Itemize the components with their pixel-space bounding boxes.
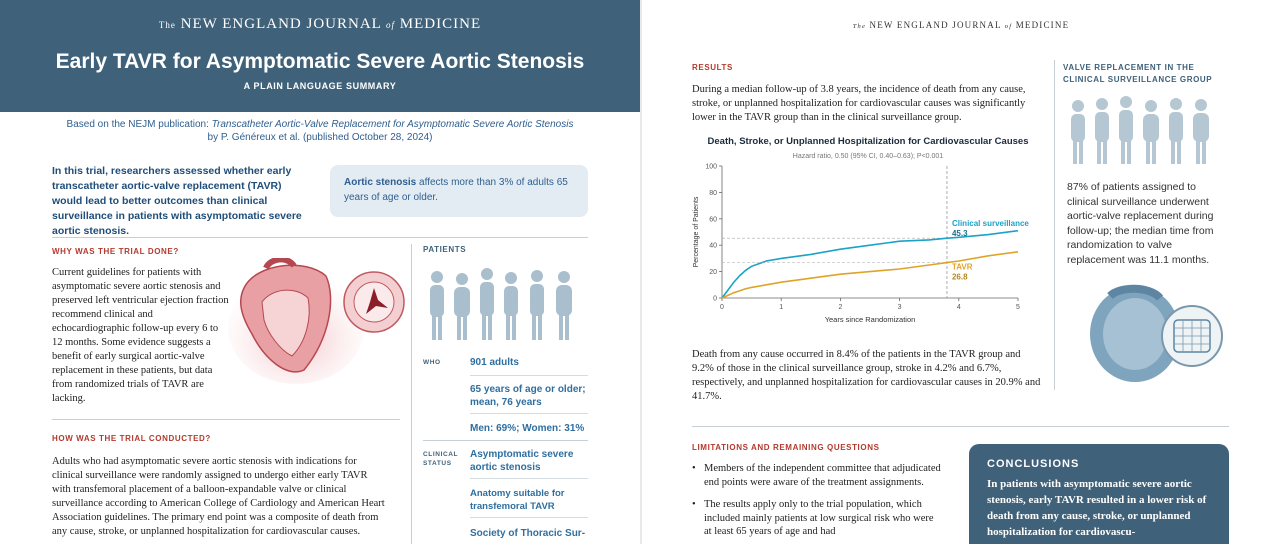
column-divider — [1054, 60, 1055, 390]
surveillance-figures — [1066, 96, 1226, 166]
divider — [470, 413, 588, 414]
masthead-medicine: MEDICINE — [399, 16, 482, 32]
y-tick-label: 40 — [709, 242, 717, 250]
conclusions-box — [969, 444, 1229, 544]
masthead-of: of — [386, 20, 396, 30]
list-item: • The results apply only to the trial population, which included mainly patients at low surgical risk who were at least 65 years of age and had — [692, 498, 942, 539]
divider — [423, 440, 588, 441]
conclusions-text: In patients with asymptomatic severe aortic stenosis, early TAVR resulted in a lower risk of death from any cause, stroke, or unplanned hospitalization for cardiovascu- — [987, 478, 1207, 538]
series-value-label: 45.3 — [951, 229, 968, 239]
column-divider — [411, 244, 412, 544]
page-subtitle: A PLAIN LANGUAGE SUMMARY — [243, 81, 397, 91]
valve-replacement-text: 87% of patients assigned to clinical surveillance underwent aortic-valve replacement during follow-up; the median time from randomization to valve replacement was 11.1 months. — [1067, 181, 1214, 266]
who-count: 901 adults — [470, 357, 519, 368]
why-heading: WHY WAS THE TRIAL DONE? — [52, 247, 179, 256]
divider — [52, 419, 400, 420]
intro-summary: In this trial, researchers assessed whether early transcatheter aortic-valve replacement (TAVR) would lead to better outcomes than clinical surveillance in patients with asymptomatic severe aortic stenosis. — [52, 165, 302, 237]
who-age: 65 years of age or older; mean, 76 years — [470, 384, 586, 408]
page-title: Early TAVR for Asymptomatic Severe Aortic Stenosis — [55, 50, 585, 73]
left-header-banner — [0, 0, 640, 112]
clinical-sts: Society of Thoracic Sur- — [470, 528, 586, 539]
divider — [692, 426, 1229, 427]
reference-prefix: Based on the NEJM publication: — [66, 119, 212, 130]
why-body: Current guidelines for patients with asymptomatic severe aortic stenosis and preserved left ventricular ejection fraction recommend clinical and echocardiographic follow-up every 6 to 12 months. Some evidence suggests a benefit of early surgical aortic-valve replacement in these patients, but data from randomized trials of TAVR are lacking. — [52, 267, 229, 404]
series-name-label: Clinical surveillance — [951, 219, 1029, 229]
x-tick-label: 2 — [838, 304, 843, 311]
journal-masthead — [0, 16, 640, 33]
x-tick-label: 0 — [720, 304, 724, 311]
masthead-medicine: MEDICINE — [1015, 20, 1070, 30]
clinical-label: CLINICAL STATUS — [423, 451, 459, 467]
x-tick-label: 5 — [1016, 304, 1020, 311]
results-body: During a median follow-up of 3.8 years, the incidence of death from any cause, stroke, or unplanned hospitalization for cardiovascular causes was significantly lower in the TAVR group than in the clinical surveillance group. — [692, 84, 1026, 123]
patients-figures — [423, 268, 593, 344]
heart-illustration — [226, 258, 406, 388]
survival-chart — [686, 160, 1042, 330]
who-sex: Men: 69%; Women: 31% — [470, 423, 585, 434]
x-axis-label: Years since Randomization — [824, 315, 916, 324]
series-line-tavr — [722, 252, 1018, 298]
how-body: Adults who had asymptomatic severe aortic stenosis with indications for clinical surveillance were randomly assigned to undergo either early TAVR with transfemoral placement of a balloon-expandable valve or clinical surveillance according to American College of Cardiology and American Heart Association guidelines. The primary end point was a composite of death from any cause, stroke, or unplanned hospitalization for cardiovascular causes. — [52, 456, 385, 537]
list-item: • Members of the independent committee that adjudicated end points were aware of the treatment assignments. — [692, 462, 942, 489]
valve-illustration — [1080, 276, 1230, 386]
y-tick-label: 80 — [709, 189, 717, 197]
clinical-anatomy: Anatomy suitable for transfemoral TAVR — [470, 488, 565, 512]
clinical-status: Asymptomatic severe aortic stenosis — [470, 449, 574, 473]
divider — [470, 375, 588, 376]
publication-reference — [0, 118, 640, 144]
chart-title: Death, Stroke, or Unplanned Hospitalization for Cardiovascular Causes — [707, 136, 1029, 147]
divider — [470, 478, 588, 479]
masthead-of: of — [1004, 23, 1013, 30]
limitations-list — [692, 462, 942, 544]
y-tick-label: 20 — [709, 269, 717, 277]
conclusions-heading: CONCLUSIONS — [987, 458, 1080, 470]
callout-text: affects more than 3% of adults 65 years of age or older. — [344, 177, 568, 203]
masthead-the: The — [158, 20, 176, 30]
divider — [470, 517, 588, 518]
masthead-main: NEW ENGLAND JOURNAL — [869, 20, 1002, 30]
chart-subtitle: Hazard ratio, 0.50 (95% CI, 0.40–0.63); P<0.001 — [792, 153, 944, 160]
y-axis-label: Percentage of Patients — [693, 196, 700, 268]
how-heading: HOW WAS THE TRIAL CONDUCTED? — [52, 434, 211, 443]
results-heading: RESULTS — [692, 63, 733, 72]
divider — [52, 237, 588, 238]
journal-masthead-right — [642, 20, 1280, 30]
y-tick-label: 100 — [705, 163, 717, 171]
who-label: WHO — [423, 359, 441, 366]
callout-term: Aortic stenosis — [344, 177, 417, 188]
series-name-label: TAVR — [951, 262, 973, 272]
patients-heading: PATIENTS — [423, 245, 467, 254]
results-detail: Death from any cause occurred in 8.4% of the patients in the TAVR group and 9.2% of those in the clinical surveillance group, stroke in 4.2% and 6.7%, respectively, and unplanned hospitalization for cardiovascular causes in 20.9% and 41.7%. — [692, 349, 1041, 402]
masthead-main: NEW ENGLAND JOURNAL — [180, 16, 382, 32]
limitations-heading: LIMITATIONS AND REMAINING QUESTIONS — [692, 443, 880, 452]
masthead-the: The — [852, 23, 867, 30]
y-tick-label: 0 — [713, 295, 717, 303]
prevalence-callout — [330, 165, 588, 217]
series-line-surveillance — [722, 231, 1018, 298]
y-tick-label: 60 — [709, 216, 717, 224]
x-tick-label: 3 — [897, 304, 902, 311]
series-value-label: 26.8 — [951, 272, 968, 282]
reference-title[interactable]: Transcatheter Aortic-Valve Replacement for Asymptomatic Severe Aortic Stenosis — [211, 119, 574, 130]
x-tick-label: 1 — [779, 304, 784, 311]
reference-authors: by P. Généreux et al. (published October 28, 2024) — [207, 132, 433, 143]
valve-heading: VALVE REPLACEMENT IN THE CLINICAL SURVEILLANCE GROUP — [1063, 63, 1213, 84]
x-tick-label: 4 — [956, 304, 961, 311]
